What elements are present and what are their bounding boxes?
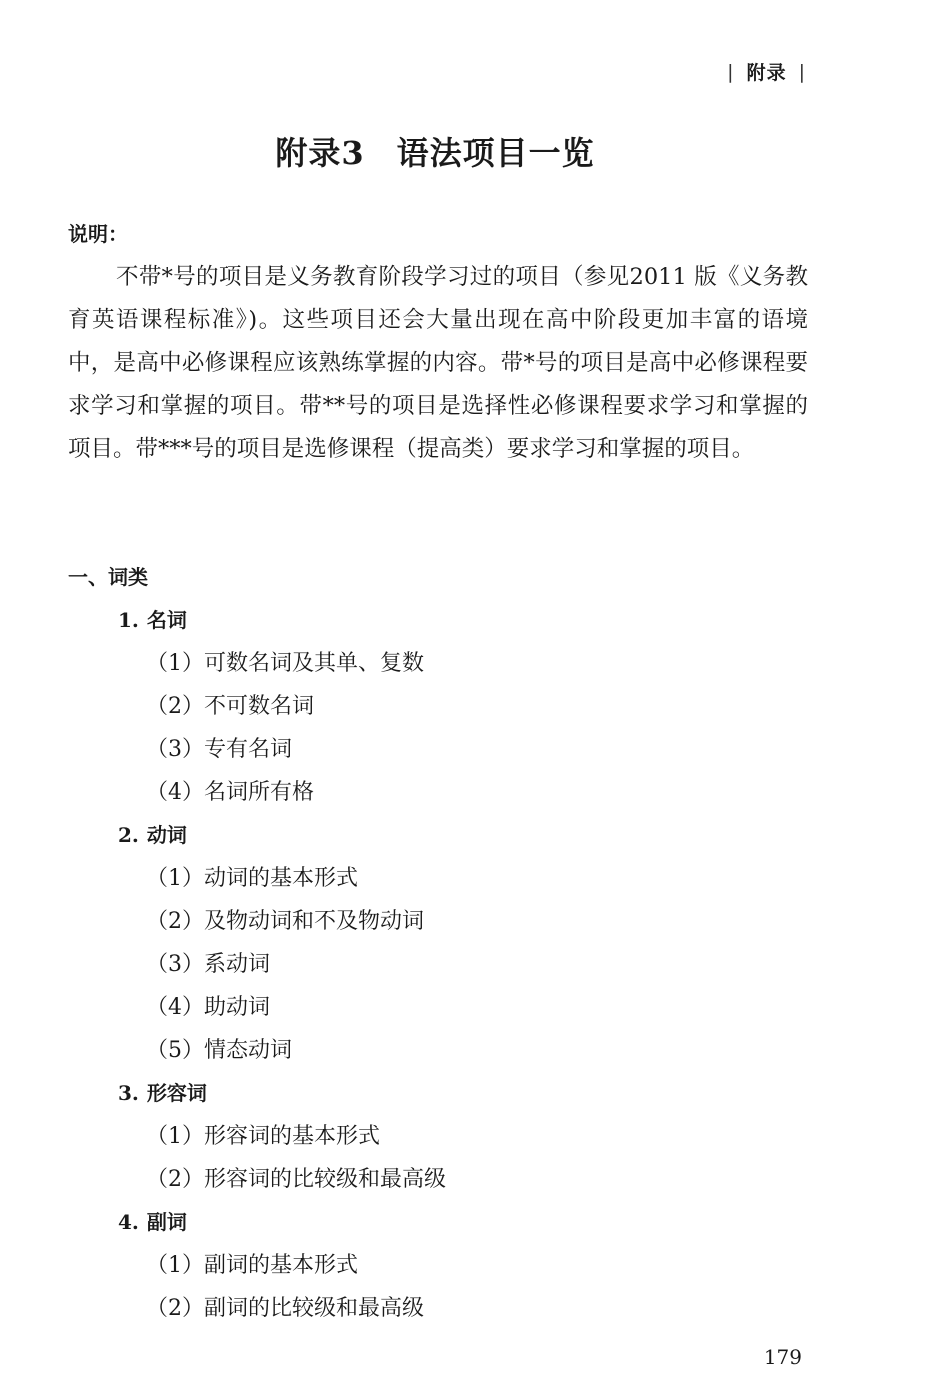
- note-label: 说明：: [68, 222, 128, 246]
- header-divider-left: |: [727, 60, 735, 83]
- category-heading: 4. 副词: [118, 1210, 187, 1234]
- list-item: （4）助动词: [146, 995, 270, 1020]
- page-title: [0, 128, 870, 174]
- list-item: （3）系动词: [146, 952, 270, 977]
- category-heading: 2. 动词: [118, 823, 187, 847]
- grammar-outline: [68, 556, 828, 1330]
- list-item: （2）形容词的比较级和最高级: [146, 1167, 446, 1192]
- list-item: （2）副词的比较级和最高级: [146, 1296, 424, 1321]
- header-section-label: 附录: [746, 62, 787, 84]
- list-item: （3）专有名词: [146, 737, 292, 762]
- title-prefix: 附录3: [275, 134, 365, 172]
- list-item: （1）可数名词及其单、复数: [146, 651, 424, 676]
- list-item: （2）及物动词和不及物动词: [146, 909, 424, 934]
- category-heading: 1. 名词: [118, 608, 187, 632]
- header-divider-right: |: [798, 60, 806, 83]
- note-paragraph: 不带*号的项目是义务教育阶段学习过的项目（参见2011 版《义务教育英语课程标准》)。这些项目还会大量出现在高中阶段更加丰富的语境中，是高中必修课程应该熟练掌握的内容。带*号的项目是高中必修课程要求学习和掌握的项目。带**号的项目是选择性必修课程要求学习和掌握的项目。带***号的项目是选修课程（提高类）要求学习和掌握的项目。: [68, 264, 808, 462]
- list-item: （5）情态动词: [146, 1038, 292, 1063]
- list-item: （1）副词的基本形式: [146, 1253, 358, 1278]
- list-item: （4）名词所有格: [146, 780, 314, 805]
- list-item: （1）形容词的基本形式: [146, 1124, 380, 1149]
- list-item: （2）不可数名词: [146, 694, 314, 719]
- list-item: （1）动词的基本形式: [146, 866, 358, 891]
- page-number: 179: [763, 1345, 802, 1369]
- title-main: 语法项目一览: [396, 134, 595, 172]
- category-heading: 3. 形容词: [118, 1081, 207, 1105]
- section-heading: 一、词类: [68, 565, 148, 589]
- running-header: [727, 58, 806, 85]
